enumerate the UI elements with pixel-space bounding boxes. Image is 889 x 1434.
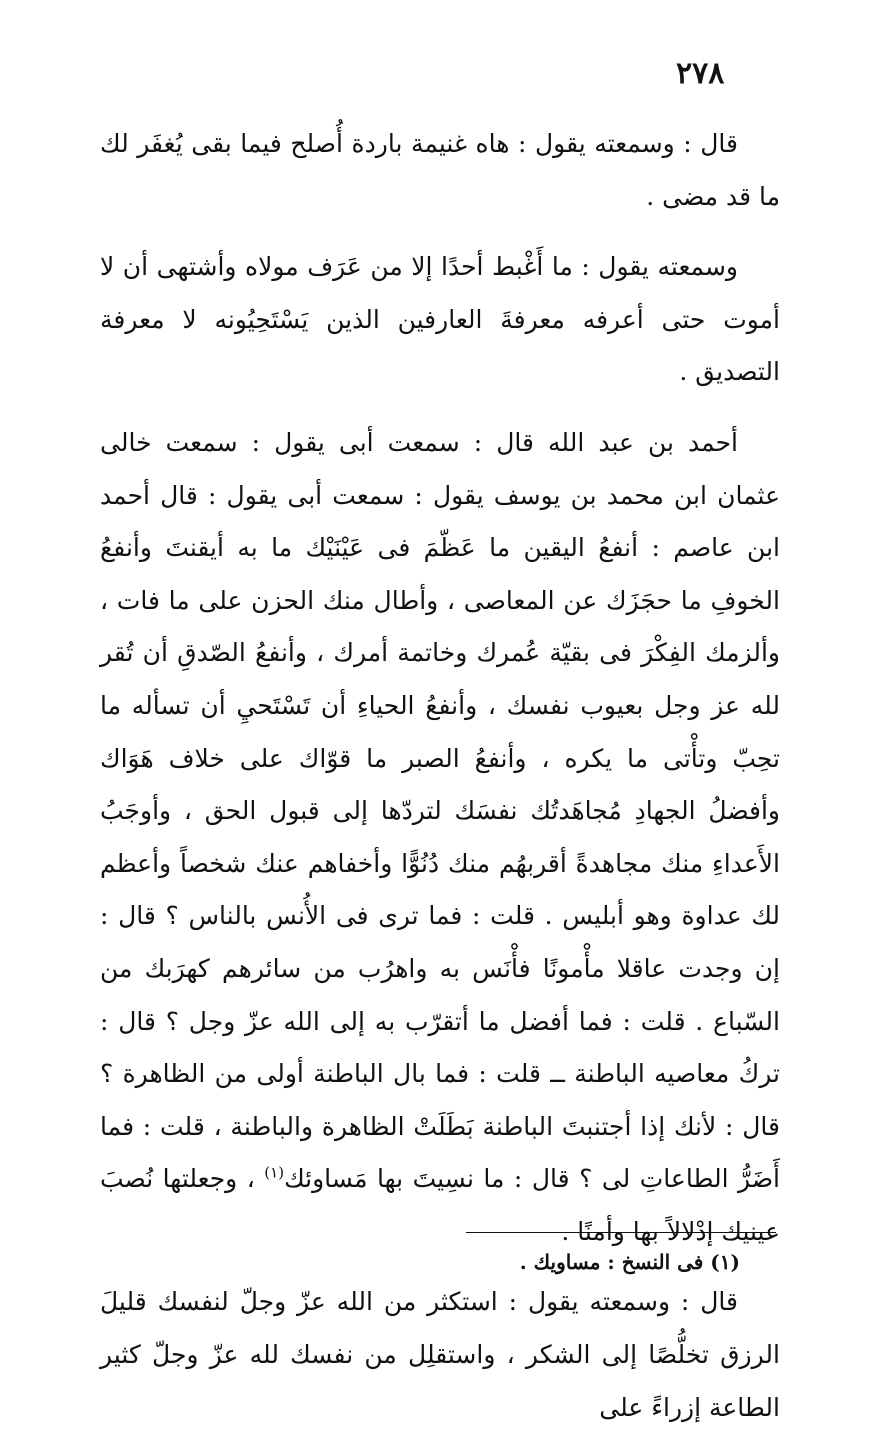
paragraph-4: قال : وسمعته يقول : استكثر من الله عزّ وجلّ لنفسك قليلَ الرزق تخلُّصًا إلى الشكر ، واستقلِل من نفسك لله عزّ وجلّ كثير الطاعة إزراءً على [100,1287,780,1422]
footnote-divider [466,1232,776,1233]
paragraph-3 [100,417,780,1259]
paragraph-3-text: أحمد بن عبد الله قال : سمعت أبى يقول : سمعت خالى عثمان ابن محمد بن يوسف يقول : سمعت أبى يقول : قال أحمد ابن عاصم : أنفعُ اليقين ما عَظّمَ فى عَيْنَيْك ما به أيقنتَ وأنفعُ الخوفِ ما حجَزَك عن المعاصى ، وأطال منك الحزن على ما فات ، وألزمك الفِكْرَ فى بقيّة عُمرك وخاتمة أمرك ، وأنفعُ الصّدقِ أن تُقر لله عز وجل بعيوب نفسك ، وأنفعُ الحياءِ أن تَسْتَحيِ أن تسأله ما تحِبّ وتأْتى ما يكره ، وأنفعُ الصبر ما قوّاك على خلاف هَوَاك وأفضلُ الجهادِ مُجاهَدتُك نفسَك لتردّها إلى قبول الحق ، وأوجَبُ الأَعداءِ منك مجاهدةً أقربهُم منك دُنُوًّا وأخفاهم عنك شخصاً وأعظم لك عداوة وهو أبليس . قلت : فما ترى فى الأُنس بالناس ؟ قال : إن وجدت عاقلا مأْمونًا فأْنَس به واهرُب من سائرهم كهرَبك من السّباع . قلت : فما أفضل ما أتقرّب به إلى الله عزّ وجل ؟ قال : تركُ معاصيه الباطنة ــ قلت : فما بال الباطنة أولى من الظاهرة ؟ قال : لأنك إذا أجتنبتَ الباطنة بَطَلَتْ الظاهرة والباطنة ، قلت : فما أَضَرُّ الطاعاتِ لى ؟ قال : ما نسِيتَ بها مَساوئك [100,427,780,1194]
paragraph-1: قال : وسمعته يقول : هاه غنيمة باردة أُصلح فيما بقى يُغفَر لك ما قد مضى . [100,129,780,211]
footnote-1: (١) فى النسخ : مساويك . [519,1250,740,1274]
footnote-reference: (١) [264,1163,285,1182]
main-text [100,118,780,1434]
paragraph-3-text-end: ، وجعلتها نُصبَ عينيك إدْلالاً بها وأمنًا . [100,1164,780,1246]
paragraph-2: وسمعته يقول : ما أَغْبط أحدًا إلا من عَرَف مولاه وأشتهى أن لا أموت حتى أعرفه معرفةَ العارفين الذين يَسْتَحِيُونه لا معرفة التصديق . [100,252,780,387]
page-number: ٢٧٨ [676,56,725,91]
